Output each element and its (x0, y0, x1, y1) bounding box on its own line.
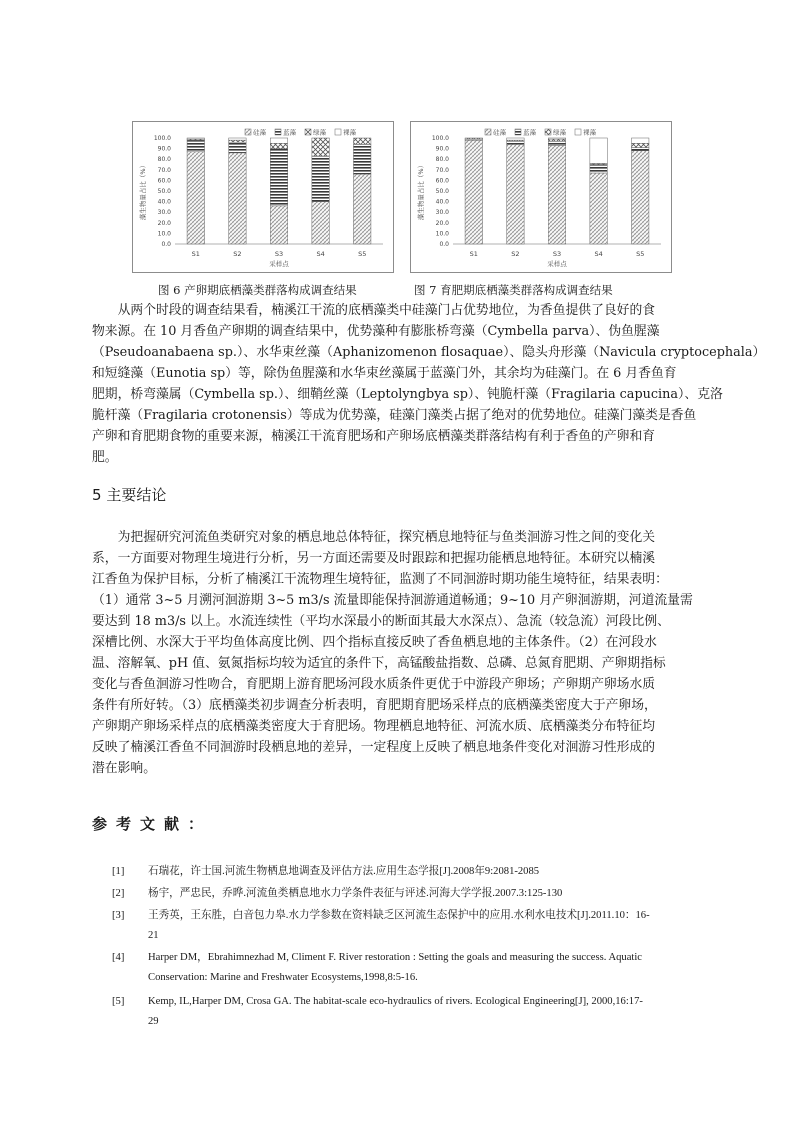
bar-segment-S2-裸藻 (229, 138, 246, 140)
legend-swatch (545, 129, 551, 135)
reference-item (112, 862, 712, 882)
x-tick-label: S4 (316, 250, 325, 258)
bar-segment-S1-裸藻 (187, 138, 204, 139)
paragraph-line: 深槽比例、水深大于平均鱼体高度比例、四个指标直接反映了香鱼栖息地的主体条件。（2）在河段水 (92, 635, 657, 650)
bar-segment-S2-硅藻 (507, 144, 524, 244)
bar-segment-S3-硅藻 (548, 145, 565, 244)
paragraph-line: 系，一方面要对物理生境进行分析，另一方面还需要及时跟踪和把握功能栖息地特征。本研究以楠溪 (92, 551, 656, 566)
legend-swatch (305, 129, 311, 135)
section-number: 5 (92, 486, 102, 504)
x-tick-label: S5 (358, 250, 367, 258)
paragraph-line: 从两个时段的调查结果看，楠溪江干流的底栖藻类中硅藻门占优势地位，为香鱼提供了良好的食 (117, 303, 656, 318)
bar-segment-S5-蓝藻 (631, 148, 648, 151)
figure-6-chart (132, 121, 394, 273)
y-tick-label: 50.0 (435, 188, 449, 195)
reference-text: 29 (148, 1016, 159, 1027)
reference-text: 王秀英，王东胜，白音包力皋.水力学参数在资料缺乏区河流生态保护中的应用.水利水电技术[J].2011.10：16- (148, 910, 650, 921)
section-heading (92, 484, 166, 505)
y-tick-label: 90.0 (157, 145, 171, 153)
legend-label: 硅藻 (253, 128, 266, 137)
bar-segment-S4-硅藻 (590, 173, 607, 244)
paragraph-line: 产卵和育肥期食物的重要来源，楠溪江干流育肥场和产卵场底栖藻类群落结构有利于香鱼的产卵和育 (92, 429, 656, 444)
paragraph-line: 反映了楠溪江香鱼不同洄游时段栖息地的差异，一定程度上反映了栖息地条件变化对洄游习性形成的 (92, 740, 656, 755)
reference-number: [2] (112, 888, 125, 899)
y-axis-label: 藻生物量占比（%） (417, 161, 425, 221)
legend-swatch (245, 129, 251, 135)
paragraph-line: 要达到 18 m3/s 以上。水流连续性（平均水深最小的断面其最大水深点）、急流（较急流）河段比例、 (92, 614, 670, 629)
paragraph-line: （Pseudoanabaena sp.）、水华束丝藻（Aphanizomenon flosaquae）、隐头舟形藻（Navicula cryptocephala） (92, 345, 766, 360)
reference-text: Conservation: Marine and Freshwater Ecosystems,1998,8:5-16. (148, 972, 418, 983)
paragraph-line: 肥。 (92, 450, 118, 465)
legend-swatch (335, 129, 341, 135)
paragraph-algae-results (92, 300, 766, 468)
y-tick-label: 0.0 (161, 241, 171, 248)
y-tick-label: 0.0 (439, 241, 449, 248)
legend-swatch (485, 129, 491, 135)
bar-segment-S5-蓝藻 (353, 144, 370, 174)
x-axis-label: 采样点 (269, 260, 289, 268)
reference-number: [4] (112, 952, 125, 963)
bar-segment-S5-绿藻 (353, 138, 370, 144)
x-tick-label: S3 (274, 250, 284, 258)
bar-segment-S2-蓝藻 (229, 142, 246, 153)
legend-label: 绿藻 (553, 128, 566, 137)
paragraph-line: 产卵期产卵场采样点的底栖藻类密度大于育肥场。物理栖息地特征、河流水质、底栖藻类分布特征均 (92, 719, 656, 734)
bar-segment-S4-蓝藻 (590, 165, 607, 173)
legend-swatch (275, 129, 281, 135)
x-tick-label: S5 (636, 250, 645, 258)
bar-segment-S2-绿藻 (229, 140, 246, 142)
reference-item (112, 906, 712, 946)
bar-segment-S3-蓝藻 (548, 141, 565, 145)
paragraph-line: （1）通常 3~5 月溯河洄游期 3~5 m3/s 流量即能保持洄游通道畅通；9~10 月产卵洄游期，河道流量需 (92, 593, 693, 608)
legend-label: 蓝藻 (283, 128, 296, 137)
x-tick-label: S3 (552, 250, 562, 258)
legend-swatch (515, 129, 521, 135)
y-tick-label: 90.0 (435, 145, 449, 153)
reference-item (112, 948, 712, 988)
y-tick-label: 20.0 (157, 219, 171, 227)
bar-segment-S4-裸藻 (590, 138, 607, 163)
paragraph-line: 脆杆藻（Fragilaria crotonensis）等成为优势藻，硅藻门藻类占据了绝对的优势地位。硅藻门藻类是香鱼 (92, 408, 697, 423)
paragraph-line: 物来源。在 10 月香鱼产卵期的调查结果中，优势藻种有膨胀桥弯藻（Cymbella parva）、伪鱼腥藻 (92, 324, 660, 339)
x-tick-label: S4 (594, 250, 603, 258)
y-tick-label: 100.0 (153, 135, 171, 142)
y-tick-label: 20.0 (435, 219, 449, 227)
bar-segment-S5-绿藻 (631, 143, 648, 147)
legend-label: 裸藻 (343, 128, 356, 137)
reference-text: Kemp, IL,Harper DM, Crosa GA. The habitat-scale eco-hydraulics of rivers. Ecological Engineering[J], 2000,16:17- (148, 996, 643, 1007)
x-axis-label: 采样点 (547, 260, 567, 268)
bar-segment-S3-裸藻 (270, 138, 287, 143)
x-tick-label: S2 (511, 250, 520, 258)
bar-segment-S5-硅藻 (353, 174, 370, 244)
section-title: 主要结论 (106, 486, 167, 504)
figure-6-svg (133, 122, 393, 272)
paragraph-line: 变化与香鱼洄游习性吻合，育肥期上游育肥场河段水质条件更优于中游段产卵场；产卵期产卵场水质 (92, 677, 656, 692)
y-tick-label: 60.0 (157, 177, 171, 185)
legend-label: 蓝藻 (523, 128, 536, 137)
y-tick-label: 100.0 (431, 135, 449, 142)
legend-label: 裸藻 (583, 128, 596, 137)
reference-number: [5] (112, 996, 125, 1007)
paragraph-line: 和短缝藻（Eunotia sp）等，除伪鱼腥藻和水华束丝藻属于蓝藻门外，其余均为硅藻门。在 6 月香鱼育 (92, 366, 677, 381)
x-tick-label: S1 (469, 250, 478, 258)
bar-segment-S1-蓝藻 (187, 140, 204, 152)
paragraph-line: 潜在影响。 (92, 761, 156, 776)
y-axis-label: 藻生物量占比（%） (139, 161, 147, 221)
reference-text: Harper DM，Ebrahimnezhad M, Climent F. River restoration : Setting the goals and measuring the success. Aquatic (148, 952, 643, 963)
y-tick-label: 10.0 (435, 230, 449, 238)
bar-segment-S3-硅藻 (270, 206, 287, 244)
reference-number: [3] (112, 910, 125, 921)
legend-label: 绿藻 (313, 128, 326, 137)
y-tick-label: 40.0 (435, 198, 449, 206)
y-tick-label: 60.0 (435, 177, 449, 185)
bar-segment-S5-裸藻 (631, 138, 648, 143)
reference-text: 杨宇，严忠民，乔晔.河流鱼类栖息地水力学条件表征与评述.河海大学学报.2007.3:125-130 (148, 888, 563, 899)
paragraph-conclusions (92, 527, 706, 779)
y-tick-label: 80.0 (157, 156, 171, 164)
bar-segment-S2-硅藻 (229, 153, 246, 244)
y-tick-label: 30.0 (435, 209, 449, 217)
paragraph-line: 条件有所好转。（3）底栖藻类初步调查分析表明，育肥期育肥场采样点的底栖藻类密度大于产卵场， (92, 698, 657, 713)
paragraph-line: 温、溶解氧、pH 值、氨氮指标均较为适宜的条件下，高锰酸盐指数、总磷、总氮育肥期、产卵期指标 (92, 656, 666, 671)
paragraph-line: 为把握研究河流鱼类研究对象的栖息地总体特征，探究栖息地特征与鱼类洄游习性之间的变化关 (117, 530, 656, 545)
paragraph-line: 肥期，桥弯藻属（Cymbella sp.）、细鞘丝藻（Leptolyngbya sp）、钝脆杆藻（Fragilaria capucina）、克洛 (92, 387, 723, 402)
reference-item (112, 992, 712, 1032)
x-tick-label: S2 (233, 250, 242, 258)
bar-segment-S5-硅藻 (631, 151, 648, 244)
reference-text: 21 (148, 930, 159, 941)
legend-label: 硅藻 (493, 128, 506, 137)
bar-segment-S3-裸藻 (548, 138, 565, 139)
bar-segment-S1-绿藻 (465, 138, 482, 139)
reference-number: [1] (112, 866, 125, 877)
figure-6-caption: 图 6 产卵期底栖藻类群落构成调查结果 (158, 283, 357, 297)
y-tick-label: 10.0 (157, 230, 171, 238)
reference-text: 石瑞花，许士国.河流生物栖息地调查及评估方法.应用生态学报[J].2008年9:2081-2085 (148, 866, 540, 877)
y-tick-label: 30.0 (157, 209, 171, 217)
y-tick-label: 70.0 (435, 166, 449, 174)
y-tick-label: 40.0 (157, 198, 171, 206)
y-tick-label: 80.0 (435, 156, 449, 164)
bar-segment-S1-硅藻 (465, 140, 482, 244)
bar-segment-S4-蓝藻 (312, 156, 329, 202)
bar-segment-S2-蓝藻 (507, 141, 524, 144)
reference-item (112, 884, 712, 904)
references-heading: 参考文献： (92, 815, 213, 833)
paragraph-line: 江香鱼为保护目标，分析了楠溪江干流物理生境特征，监测了不同洄游时期功能生境特征，结果表明： (92, 572, 668, 587)
y-tick-label: 70.0 (157, 166, 171, 174)
y-tick-label: 50.0 (157, 188, 171, 195)
bar-segment-S3-蓝藻 (270, 149, 287, 206)
bar-segment-S1-硅藻 (187, 152, 204, 244)
bar-segment-S2-裸藻 (507, 138, 524, 140)
legend-swatch (575, 129, 581, 135)
bar-segment-S3-绿藻 (270, 143, 287, 148)
figure-7-chart (410, 121, 672, 273)
bar-segment-S4-硅藻 (312, 202, 329, 244)
figure-7-caption: 图 7 育肥期底栖藻类群落构成调查结果 (414, 283, 613, 297)
figure-7-svg (411, 122, 671, 272)
bar-segment-S4-绿藻 (312, 138, 329, 156)
bar-segment-S3-绿藻 (548, 139, 565, 141)
x-tick-label: S1 (191, 250, 200, 258)
